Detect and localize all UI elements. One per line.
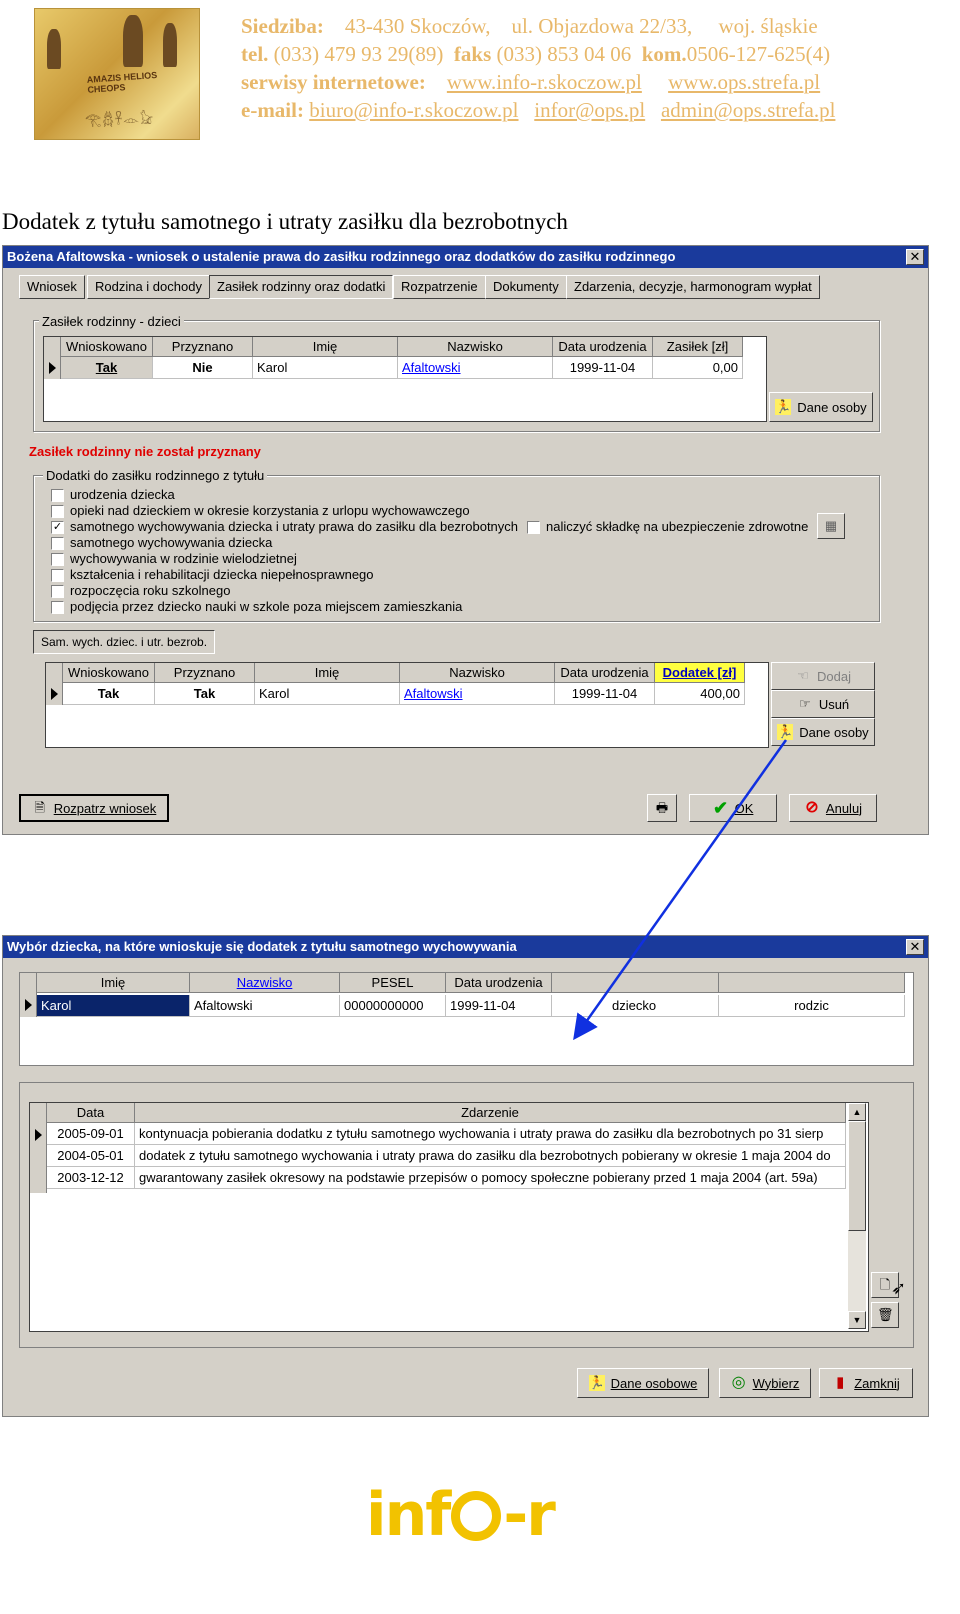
cell-dodatek[interactable]: 400,00 [655,683,745,705]
column-header[interactable]: Wnioskowano [63,663,155,683]
website-link-2[interactable]: www.ops.strefa.pl [668,70,821,94]
cell-relation-parent[interactable]: rodzic [719,995,905,1017]
cell-imie[interactable]: Karol [255,683,400,705]
checkbox-naliczyc-skladke-label: naliczyć składkę na ubezpieczenie zdrowotne [546,519,809,534]
dodaj-label: Dodaj [817,668,851,684]
print-icon: 🖶 [655,800,669,815]
calculator-icon: ▦ [824,518,838,533]
wybierz-label: Wybierz [752,1375,800,1391]
page-heading: Dodatek z tytułu samotnego i utraty zasiłku dla bezrobotnych [2,209,568,234]
trash-icon: 🗑 [877,1307,894,1322]
check-icon: ✔ [713,798,729,818]
tel-value: (033) 479 93 29(89) [273,42,444,66]
children-allowance-group-label: Zasiłek rodzinny - dzieci [39,314,184,329]
cell-data-urodzenia[interactable]: 1999-11-04 [555,683,655,705]
cell-wnioskowano[interactable]: Tak [63,683,155,705]
email-link-3[interactable]: admin@ops.strefa.pl [660,98,836,122]
mobile-value: 0506-127-625(4) [686,42,831,66]
anuluj-label: Anuluj [825,800,863,816]
mouse-cursor-icon: ➶ [891,1278,907,1298]
cell-przyznano[interactable]: Tak [155,683,255,705]
tab-rodzina-i-dochody[interactable]: Rodzina i dochody [87,275,210,299]
zamknij-label: Zamknij [854,1375,900,1391]
hand-pointer-icon: ☞ [798,696,811,711]
cell-event-description[interactable]: kontynuacja pobierania dodatku z tytułu samotnego wychowania i utraty prawa do zasiłku dla bezrobotnych po 31 sierp [135,1123,846,1145]
column-header[interactable]: Nazwisko [398,337,553,357]
website-link-1[interactable]: www.info-r.skoczow.pl [446,70,642,94]
column-header[interactable]: Przyznano [155,663,255,683]
checkbox-nauki-poza-label: podjęcia przez dziecko nauki w szkole poza miejscem zamieszkania [70,599,463,614]
column-header[interactable]: PESEL [340,973,446,993]
running-person-icon: 🏃 [588,1375,605,1390]
cell-przyznano[interactable]: Nie [153,357,253,379]
running-person-icon: 🏃 [777,724,794,739]
address-region: woj. śląskie [718,14,818,38]
checkbox-samotnego-utraty-label: samotnego wychowywania dziecka i utraty prawa do zasiłku dla bezrobotnych [70,519,519,534]
supplements-group-label: Dodatki do zasiłku rodzinnego z tytułu [43,468,267,483]
hand-pointer-icon: ☜ [797,668,809,683]
tel-label: tel. [241,42,269,66]
tab-dokumenty[interactable]: Dokumenty [485,275,567,299]
column-header[interactable]: Wnioskowano [61,337,153,357]
cell-imie[interactable]: Karol [253,357,398,379]
column-header[interactable]: Imię [255,663,400,683]
arrow-line [576,740,786,1036]
cell-relation-child[interactable]: dziecko [552,995,719,1017]
logo-glyphs: 𓂀𓆣𓋹𓁹𓃠 [85,112,155,127]
column-header[interactable]: Nazwisko [400,663,555,683]
address-city: 43-430 Skoczów, [344,14,491,38]
column-header-nazwisko[interactable]: Nazwisko [190,973,340,993]
new-document-icon: 🗋 [879,1277,891,1292]
review-document-icon: 🗎 [34,800,45,815]
dane-osobowe-label: Dane osobowe [610,1375,698,1391]
checkbox-samotnego-label: samotnego wychowywania dziecka [70,535,273,550]
checkbox-wielodzietnej-label: wychowywania w rodzinie wielodzietnej [70,551,297,566]
tab-rozpatrzenie[interactable]: Rozpatrzenie [393,275,486,299]
email-label: e-mail: [241,98,304,122]
checkbox-ksztalcenia-label: kształcenia i rehabilitacji dziecka niepełnosprawnego [70,567,374,582]
door-exit-icon: ▮ [836,1374,845,1391]
cell-pesel[interactable]: 00000000000 [340,995,446,1017]
column-header[interactable]: Data urodzenia [446,973,552,993]
websites-label: serwisy internetowe: [241,70,426,94]
column-header[interactable]: Data urodzenia [555,663,655,683]
ok-label: OK [734,800,754,816]
column-header[interactable]: Zasiłek [zł] [653,337,743,357]
cell-event-date[interactable]: 2005-09-01 [47,1123,135,1145]
scroll-down-arrow-icon[interactable]: ▼ [848,1311,866,1329]
dane-osoby-label: Dane osoby [797,399,867,415]
tab-wniosek[interactable]: Wniosek [19,275,85,299]
column-header-dodatek[interactable]: Dodatek [zł] [655,663,745,683]
info-r-logo [366,1480,554,1550]
target-icon: ◎ [731,1374,746,1391]
mobile-label: kom. [641,42,687,66]
address-street: ul. Objazdowa 22/33, [511,14,693,38]
cell-event-description[interactable]: gwarantowany zasiłek okresowy na podstawie przepisów o pomocy społeczne pobierany przed 1 maja 2004 (art. 59a) [135,1167,846,1189]
cancel-icon: ⊘ [805,799,819,816]
close-button[interactable]: ✕ [906,249,924,265]
usun-label: Usuń [818,696,850,712]
scroll-up-arrow-icon[interactable]: ▲ [848,1103,866,1121]
cell-nazwisko[interactable]: Afaltowski [400,683,555,705]
cell-imie-selected[interactable]: Karol [37,995,190,1017]
column-header[interactable]: Imię [253,337,398,357]
logo-left-text: inf [366,1480,450,1550]
cell-data-urodzenia[interactable]: 1999-11-04 [553,357,653,379]
tab-zdarzenia[interactable]: Zdarzenia, decyzje, harmonogram wypłat [566,275,820,299]
status-message: Zasiłek rodzinny nie został przyznany [29,444,261,459]
column-header[interactable]: Data urodzenia [553,337,653,357]
column-header[interactable]: Zdarzenie [135,1103,846,1123]
column-header[interactable]: Przyznano [153,337,253,357]
cell-data-urodzenia[interactable]: 1999-11-04 [446,995,552,1017]
checkbox-urodzenia-label: urodzenia dziecka [70,487,175,502]
email-link-1[interactable]: biuro@info-r.skoczow.pl [309,98,519,122]
checkbox-opieki-label: opieki nad dzieckiem w okresie korzystania z urlopu wychowawczego [70,503,470,518]
fax-label: faks [453,42,492,66]
running-person-icon: 🏃 [775,399,792,414]
cell-event-description[interactable]: dodatek z tytułu samotnego wychowania i utraty prawa do zasiłku dla bezrobotnych pobierany w okresie 1 maja 2004 do [135,1145,846,1167]
address-label: Siedziba: [241,14,324,38]
logo-right-text: -r [503,1480,554,1550]
sub-tab-sam-wych[interactable]: Sam. wych. dziec. i utr. bezrob. [33,630,215,654]
dane-osoby-label: Dane osoby [799,724,869,740]
window-title: Wybór dziecka, na które wnioskuje się dodatek z tytułu samotnego wychowywania [3,936,928,958]
email-link-2[interactable]: infor@ops.pl [534,98,646,122]
fax-value: (033) 853 04 06 [496,42,632,66]
logo-text: AMAZIS HELIOS CHEOPS [86,69,158,95]
close-button[interactable]: ✕ [906,939,924,955]
rozpatrz-wniosek-label: Rozpatrz wniosek [53,800,157,816]
tab-zasilek-rodzinny[interactable]: Zasiłek rodzinny oraz dodatki [209,275,393,299]
logo-at-icon [451,1491,501,1541]
column-header[interactable]: Imię [37,973,190,993]
checkbox-roku-szkolnego-label: rozpoczęcia roku szkolnego [70,583,231,598]
window-title: Bożena Afaltowska - wniosek o ustalenie prawa do zasiłku rodzinnego oraz dodatków do zasiłku rodzinnego [3,246,928,268]
cell-event-date[interactable]: 2003-12-12 [47,1167,135,1189]
cell-nazwisko[interactable]: Afaltowski [190,995,340,1017]
cell-nazwisko[interactable]: Afaltowski [398,357,553,379]
cell-event-date[interactable]: 2004-05-01 [47,1145,135,1167]
cell-wnioskowano[interactable]: Tak [61,357,153,379]
checkbox-samotnego-utraty[interactable]: ✓ [52,521,63,533]
cell-zasilek[interactable]: 0,00 [653,357,743,379]
column-header[interactable]: Data [47,1103,135,1123]
